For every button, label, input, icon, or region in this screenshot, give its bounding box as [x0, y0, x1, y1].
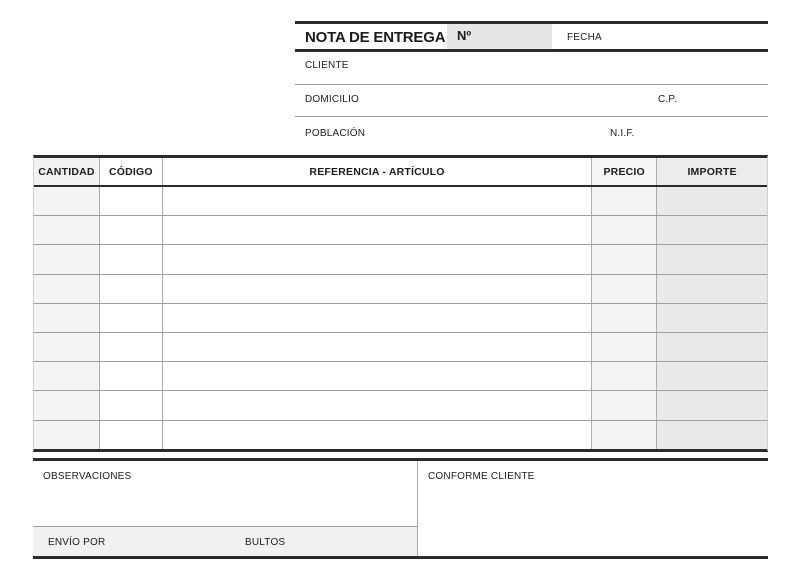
importe-cell[interactable]: [657, 421, 767, 449]
observations-panel: [33, 461, 418, 556]
cliente-label: CLIENTE: [305, 60, 349, 71]
codigo-cell[interactable]: [100, 245, 163, 273]
bultos-label: BULTOS: [245, 537, 286, 548]
cp-field[interactable]: [690, 85, 768, 116]
referencia-cell[interactable]: [163, 216, 592, 244]
importe-cell[interactable]: [657, 245, 767, 273]
importe-cell[interactable]: [657, 275, 767, 303]
referencia-cell[interactable]: [163, 187, 592, 215]
importe-cell[interactable]: [657, 362, 767, 390]
importe-cell[interactable]: [657, 187, 767, 215]
poblacion-field[interactable]: [375, 117, 600, 152]
cantidad-cell[interactable]: [34, 304, 100, 332]
column-header-referencia: REFERENCIA - ARTÍCULO: [163, 158, 592, 185]
table-row: [34, 275, 767, 304]
fecha-field[interactable]: [625, 24, 768, 49]
table-row: [34, 333, 767, 362]
poblacion-row: [295, 117, 768, 152]
title-row: [295, 21, 768, 52]
table-row: [34, 187, 767, 216]
table-row: [34, 421, 767, 449]
referencia-cell[interactable]: [163, 362, 592, 390]
precio-cell[interactable]: [592, 333, 657, 361]
form-header: [295, 21, 768, 152]
cantidad-cell[interactable]: [34, 391, 100, 419]
cantidad-cell[interactable]: [34, 245, 100, 273]
table-row: [34, 304, 767, 333]
domicilio-field[interactable]: [375, 85, 645, 116]
conforme-cliente-label: CONFORME CLIENTE: [428, 471, 535, 482]
codigo-cell[interactable]: [100, 304, 163, 332]
cantidad-cell[interactable]: [34, 333, 100, 361]
numero-label: Nº: [457, 28, 472, 43]
importe-cell[interactable]: [657, 304, 767, 332]
referencia-cell[interactable]: [163, 421, 592, 449]
precio-cell[interactable]: [592, 187, 657, 215]
observaciones-label: OBSERVACIONES: [43, 471, 132, 482]
codigo-cell[interactable]: [100, 391, 163, 419]
cantidad-cell[interactable]: [34, 275, 100, 303]
observaciones-field[interactable]: [33, 486, 417, 526]
bultos-field[interactable]: [288, 527, 417, 556]
page-title: NOTA DE ENTREGA: [305, 29, 446, 46]
numero-field[interactable]: [447, 24, 552, 49]
domicilio-row: [295, 85, 768, 117]
poblacion-label: POBLACIÓN: [305, 128, 366, 139]
conforme-cliente-field[interactable]: [418, 486, 768, 556]
nif-field[interactable]: [645, 117, 768, 152]
codigo-cell[interactable]: [100, 362, 163, 390]
precio-cell[interactable]: [592, 216, 657, 244]
column-header-codigo: CÓDIGO: [100, 158, 163, 185]
cantidad-cell[interactable]: [34, 421, 100, 449]
envio-por-field[interactable]: [103, 527, 243, 556]
importe-cell[interactable]: [657, 333, 767, 361]
shipping-row: [33, 526, 417, 556]
referencia-cell[interactable]: [163, 333, 592, 361]
codigo-cell[interactable]: [100, 333, 163, 361]
codigo-cell[interactable]: [100, 216, 163, 244]
precio-cell[interactable]: [592, 391, 657, 419]
importe-cell[interactable]: [657, 216, 767, 244]
column-header-precio: PRECIO: [592, 158, 657, 185]
column-header-importe: IMPORTE: [657, 158, 767, 185]
cliente-field[interactable]: [365, 52, 768, 84]
precio-cell[interactable]: [592, 245, 657, 273]
cantidad-cell[interactable]: [34, 216, 100, 244]
importe-cell[interactable]: [657, 391, 767, 419]
cp-label: C.P.: [658, 94, 677, 105]
items-body: [34, 187, 767, 449]
envio-por-label: ENVÍO POR: [48, 537, 106, 548]
table-row: [34, 391, 767, 420]
referencia-cell[interactable]: [163, 391, 592, 419]
items-table: [33, 155, 768, 452]
precio-cell[interactable]: [592, 304, 657, 332]
column-header-cantidad: CANTIDAD: [34, 158, 100, 185]
codigo-cell[interactable]: [100, 421, 163, 449]
table-row: [34, 362, 767, 391]
form-footer: [33, 458, 768, 559]
precio-cell[interactable]: [592, 275, 657, 303]
table-row: [34, 245, 767, 274]
cantidad-cell[interactable]: [34, 362, 100, 390]
precio-cell[interactable]: [592, 421, 657, 449]
client-agreement-panel: [418, 461, 768, 556]
referencia-cell[interactable]: [163, 304, 592, 332]
fecha-label: FECHA: [567, 32, 602, 43]
cantidad-cell[interactable]: [34, 187, 100, 215]
cliente-row: [295, 52, 768, 85]
precio-cell[interactable]: [592, 362, 657, 390]
referencia-cell[interactable]: [163, 275, 592, 303]
table-row: [34, 216, 767, 245]
codigo-cell[interactable]: [100, 275, 163, 303]
items-table-header: [34, 158, 767, 187]
referencia-cell[interactable]: [163, 245, 592, 273]
domicilio-label: DOMICILIO: [305, 94, 360, 105]
codigo-cell[interactable]: [100, 187, 163, 215]
nif-label: N.I.F.: [610, 128, 635, 139]
